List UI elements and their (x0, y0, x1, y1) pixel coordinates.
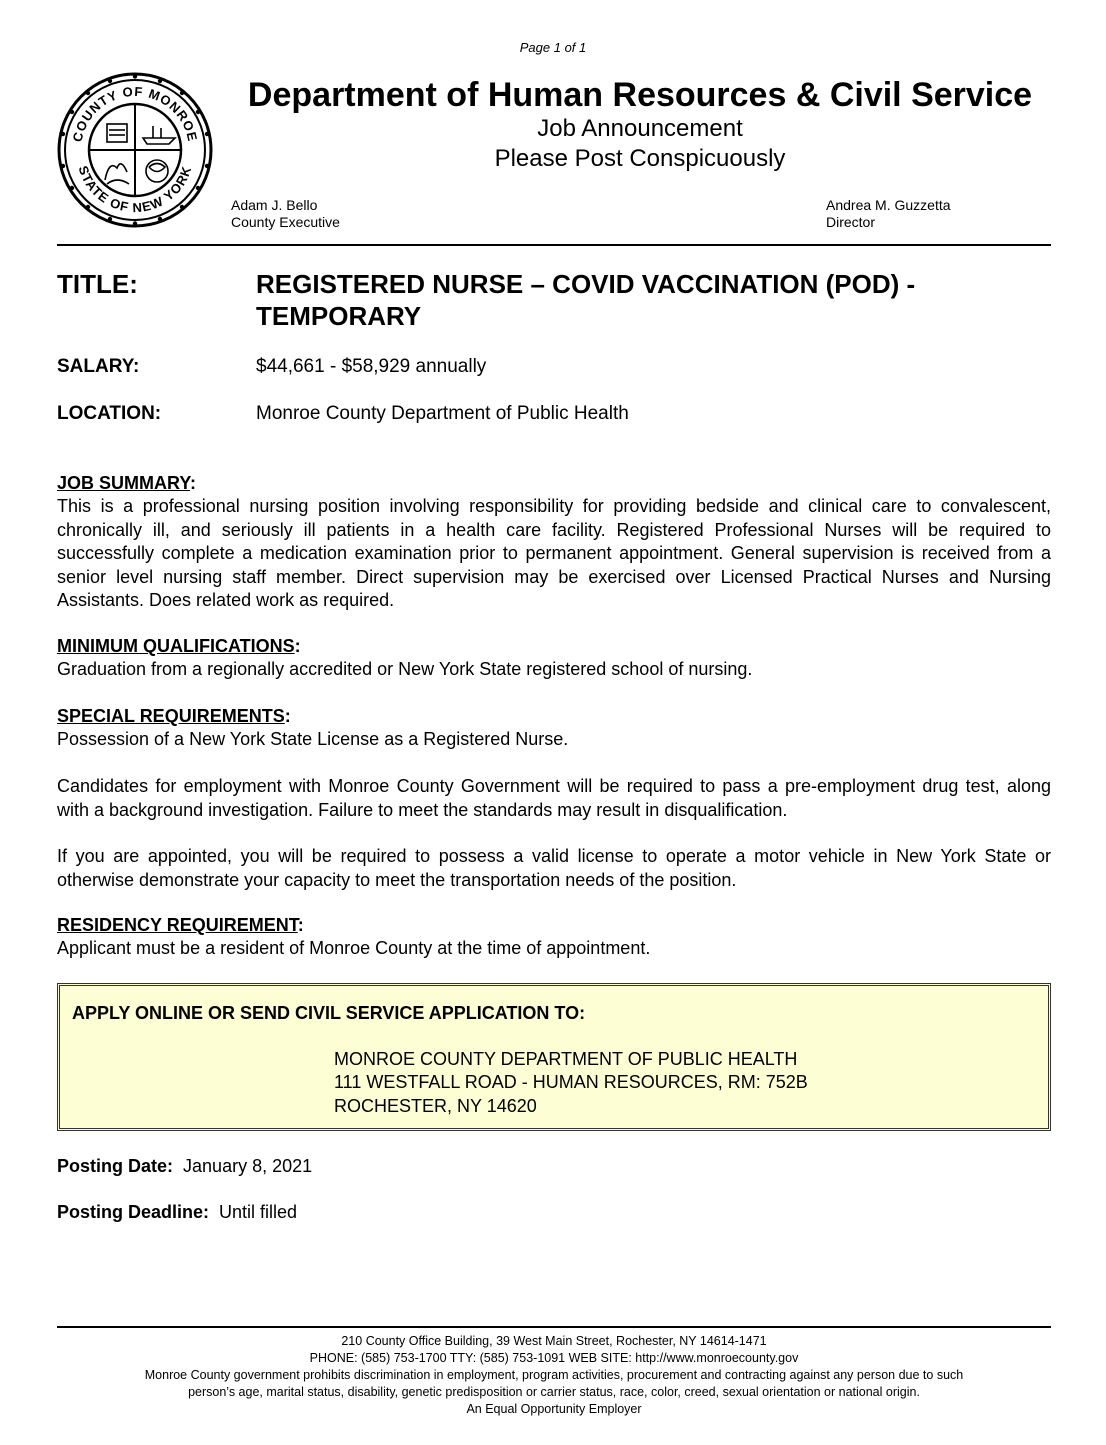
county-executive-name: Adam J. Bello (231, 197, 318, 213)
posting-deadline-label: Posting Deadline: (57, 1202, 210, 1222)
footer-eoe: An Equal Opportunity Employer (466, 1402, 642, 1416)
director-role: Director (826, 214, 876, 230)
county-seal-logo (57, 72, 213, 228)
footer-nondiscrimination-2: person’s age, marital status, disability, genetic predisposition or carrier status, race, color, creed, sexual orientation or national origin. (188, 1385, 920, 1399)
posting-date-value: January 8, 2021 (183, 1156, 313, 1176)
apply-address-line-2: 111 WESTFALL ROAD - HUMAN RESOURCES, RM: 752B (334, 1072, 808, 1092)
county-executive-role: County Executive (231, 214, 340, 230)
salary-value: $44,661 - $58,929 annually (256, 356, 487, 377)
posting-date-label: Posting Date: (57, 1156, 174, 1176)
job-title (256, 268, 1016, 332)
posting-date (57, 1155, 312, 1178)
director-name: Andrea M. Guzzetta (826, 197, 951, 213)
director-block (826, 197, 951, 231)
title-label: TITLE: (57, 269, 138, 299)
apply-address-line-1: MONROE COUNTY DEPARTMENT OF PUBLIC HEALTH (334, 1049, 798, 1069)
minimum-qualifications-text: Graduation from a regionally accredited or New York State registered school of nursing. (57, 659, 753, 679)
location-value: Monroe County Department of Public Health (256, 403, 629, 424)
announcement-subtitle: Job Announcement (537, 115, 743, 142)
posting-deadline-value: Until filled (219, 1202, 298, 1222)
minimum-qualifications-heading: MINIMUM QUALIFICATIONS: (57, 636, 301, 656)
footer-address: 210 County Office Building, 39 West Main Street, Rochester, NY 14614-1471 (341, 1334, 767, 1348)
apply-heading: APPLY ONLINE OR SEND CIVIL SERVICE APPLICATION TO: (72, 1003, 586, 1023)
location-label: LOCATION: (57, 403, 162, 424)
department-title: Department of Human Resources & Civil Service (247, 76, 1033, 114)
posting-deadline (57, 1201, 297, 1224)
job-summary-text: This is a professional nursing position involving responsibility for providing bedside and clinical care to convalescent, chronically ill, and seriously ill patients in a health care facility. Registered Professional Nurses will be required to successfully complete a medication examination prior to permanent appointment. General supervision is received from a senior level nursing staff member. Direct supervision may be exercised over Licensed Practical Nurses and Nursing Assistants. Does related work as required. (57, 496, 1051, 610)
seal-text-top: COUNTY OF MONROE (69, 83, 201, 144)
posting-instruction: Please Post Conspicuously (494, 145, 786, 172)
county-executive-block (231, 197, 340, 231)
job-title-line-1: REGISTERED NURSE – COVID VACCINATION (POD) - (256, 269, 916, 299)
residency-requirement-text: Applicant must be a resident of Monroe County at the time of appointment. (57, 938, 651, 958)
footer-divider (57, 1326, 1051, 1328)
seal-text-bottom: STATE OF NEW YORK (75, 163, 195, 216)
apply-address-line-3: ROCHESTER, NY 14620 (334, 1096, 537, 1116)
job-summary-heading: JOB SUMMARY: (57, 473, 197, 493)
header-divider (57, 244, 1051, 246)
page-number: Page 1 of 1 (519, 40, 587, 55)
footer-nondiscrimination-1: Monroe County government prohibits discrimination in employment, program activities, procurement and contracting against any person due to such (144, 1368, 964, 1382)
job-title-line-2: TEMPORARY (256, 301, 422, 331)
footer-contact: PHONE: (585) 753-1700 TTY: (585) 753-1091 WEB SITE: http://www.monroecounty.gov (309, 1351, 799, 1365)
apply-box (57, 983, 1051, 1131)
drug-test-paragraph: Candidates for employment with Monroe County Government will be required to pass a pre-employment drug test, along with a background investigation. Failure to meet the standards may result in disqualification. (57, 776, 1051, 820)
salary-label: SALARY: (57, 356, 140, 377)
residency-requirement-heading: RESIDENCY REQUIREMENT: (57, 915, 304, 935)
vehicle-license-paragraph: If you are appointed, you will be required to possess a valid license to operate a motor vehicle in New York State or otherwise demonstrate your capacity to meet the transportation needs of the position. (57, 846, 1051, 890)
special-requirements-text: Possession of a New York State License as a Registered Nurse. (57, 729, 569, 749)
special-requirements-heading: SPECIAL REQUIREMENTS: (57, 706, 291, 726)
